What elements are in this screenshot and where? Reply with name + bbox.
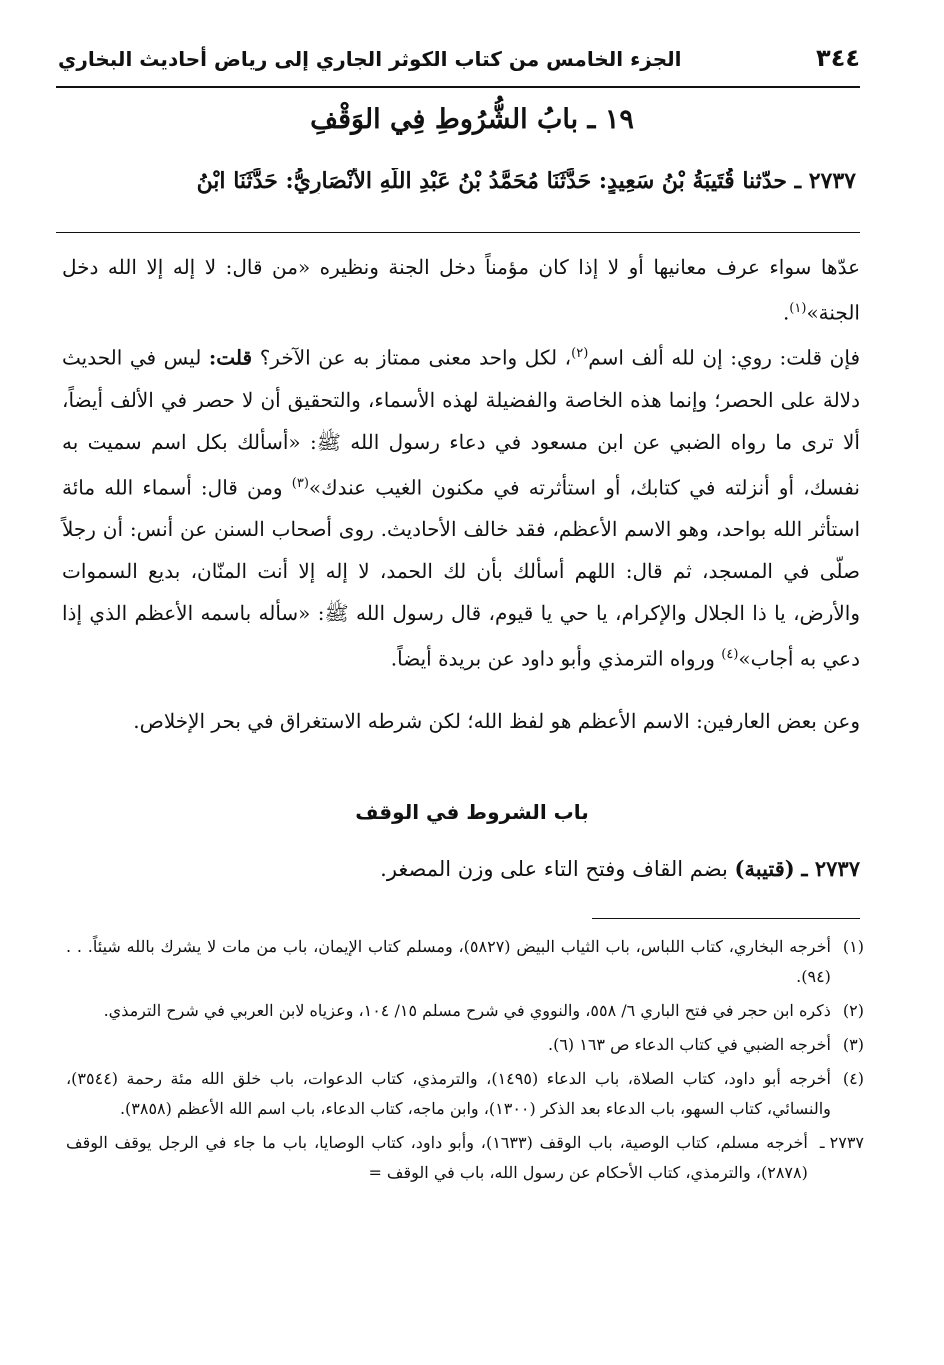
footnote-mark: (٤) <box>842 1069 864 1088</box>
commentary-paragraph-1: عدّها سواء عرف معانيها أو لا إذا كان مؤمناً دخل الجنة ونظيره «من قال: لا إله إلا الله دخل الجنة»$^{(١)}$. <box>62 255 860 325</box>
footnote <box>66 1030 864 1060</box>
footnote-ref-3: (٣) <box>291 475 309 491</box>
footnote-ref-4: (٤) <box>721 647 739 663</box>
chapter-title: ١٩ ـ بابُ الشُّرُوطِ فِي الوَقْفِ <box>310 104 634 135</box>
footnote-text: أخرجه أبو داود، كتاب الصلاة، باب الدعاء (١٤٩٥)، والترمذي، كتاب الدعوات، باب خلق الله مئة رحمة (٣٥٤٤)، والنسائي، كتاب السهو، باب الدعاء بعد الذكر (١٣٠٠)، وابن ماجه، كتاب الدعاء، باب اسم الله الأعظم (٣٨٥٨). <box>66 1069 831 1118</box>
footnote-text: ذكره ابن حجر في فتح الباري ٦/ ٥٥٨، والنووي في شرح مسلم ١٥/ ١٠٤، وعزياه لابن العربي في شرح الترمذي. <box>103 1001 831 1020</box>
footnote-mark: ٢٧٣٧ ـ <box>819 1133 864 1152</box>
text-divider <box>56 232 860 233</box>
footnote-text: أخرجه الضبي في كتاب الدعاء ص ١٦٣ (٦). <box>547 1035 831 1054</box>
page-number: ٣٤٤ <box>816 44 860 72</box>
commentary-paragraph-3: وعن بعض العارفين: الاسم الأعظم هو لفظ الله؛ لكن شرطه الاستغراق في بحر الإخلاص. <box>133 709 860 733</box>
footnote <box>66 1128 864 1188</box>
footnote-separator <box>592 918 860 919</box>
running-header <box>58 44 860 72</box>
section-entry: ٢٧٣٧ ـ (قتيبة) بضم القاف وفتح التاء على وزن المصغر. <box>380 856 860 881</box>
footnote-ref-1: (١) <box>789 301 807 316</box>
footnotes <box>66 932 864 1192</box>
header-rule <box>56 86 860 88</box>
footnote-mark: (٣) <box>842 1035 864 1054</box>
footnote-ref-2: (٢) <box>571 346 589 361</box>
footnote <box>66 996 864 1026</box>
commentary-paragraph-2: فإن قلت: روي: إن لله ألف اسم$^{(٢)}$، لكل واحد معنى ممتاز به عن الآخر؟ قلت: ليس في الحديث دلالة على الحصر؛ وإنما هذه الخاصة والفضيلة لهذه الأسماء، والتحقيق أن لا حصر في الألف أيضاً، ألا ترى ما رواه الضبي عن ابن مسعود في دعاء رسول الله ﷺ: «أسألك بكل اسم سميت به نفسك، أو أنزلته في كتابك، أو استأثرته في مكنون الغيب عندك»$^{(٣)}$ ومن قال: أسماء الله مائة استأثر الله بواحد، وهو الاسم الأعظم، فقد خالف الأحاديث. روى أصحاب السنن عن أنس: أن رجلاً صلّى في المسجد، ثم قال: اللهم أسألك بأن لك الحمد، لا إله إلا أنت المنّان، بديع السموات والأرض، يا ذا الجلال والإكرام، يا حي يا قيوم، قال رسول الله ﷺ: «سأله باسمه الأعظم الذي إذا دعي به أجاب»$^{(٤)}$ ورواه الترمذي وأبو داود عن بريدة أيضاً. <box>62 345 861 671</box>
hadith-chain <box>54 168 856 194</box>
section-title: باب الشروط في الوقف <box>355 800 589 824</box>
hadith-number: ٢٧٣٧ ـ <box>794 168 856 194</box>
hadith-text: حدّثنا قُتَيبَةُ بْنُ سَعِيدٍ: حَدَّثَنَا مُحَمَّدُ بْنُ عَبْدِ اللَّهِ الأَنْصَارِيُّ: حَدَّثَنَا ابْنُ <box>196 168 787 194</box>
footnote <box>66 1064 864 1124</box>
footnote-mark: (٢) <box>842 1001 864 1020</box>
qultu-label: قلت: <box>208 345 253 370</box>
footnote-text: أخرجه مسلم، كتاب الوصية، باب الوقف (١٦٣٣)، وأبو داود، كتاب الوصايا، باب ما جاء في الرجل يوقف الوقف (٢٨٧٨)، والترمذي، كتاب الأحكام عن رسول الله، باب في الوقف = <box>66 1133 808 1182</box>
footnote-text: أخرجه البخاري، كتاب اللباس، باب الثياب البيض (٥٨٢٧)، ومسلم كتاب الإيمان، باب من مات لا يشرك بالله شيئاً. . . (٩٤). <box>66 937 831 986</box>
book-title: الجزء الخامس من كتاب الكوثر الجاري إلى رياض أحاديث البخاري <box>58 47 682 71</box>
footnote-mark: (١) <box>842 937 864 956</box>
footnote <box>66 932 864 992</box>
